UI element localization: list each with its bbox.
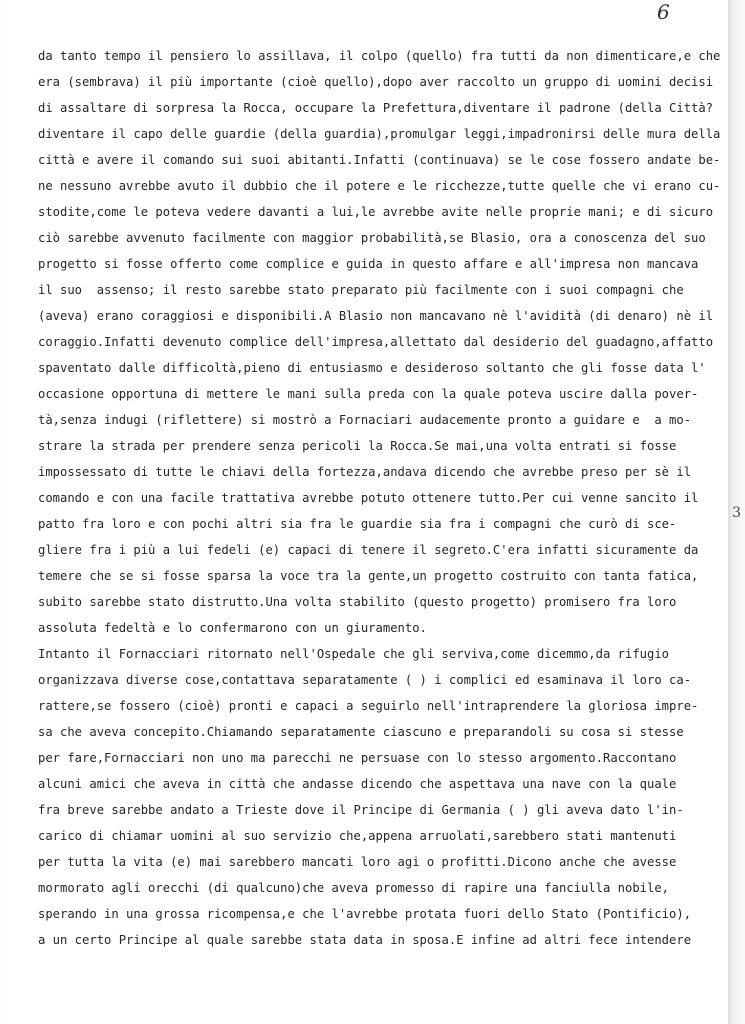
text-line: di assaltare di sorpresa la Rocca, occupare la Prefettura,diventare il padrone (della Città? bbox=[38, 101, 714, 115]
text-line: coraggio.Infatti devenuto complice dell'impresa,allettato dal desiderio del guadagno,affatto bbox=[38, 335, 714, 349]
document-page bbox=[6, 0, 728, 1024]
text-line: subito sarebbe stato distrutto.Una volta stabilito (questo progetto) promisero fra loro bbox=[38, 595, 677, 609]
text-line: alcuni amici che aveva in città che andasse dicendo che aspettava una nave con la quale bbox=[38, 777, 677, 791]
text-line: sa che aveva concepito.Chiamando separatamente ciascuno e preparandoli su cosa si stesse bbox=[38, 725, 684, 739]
text-line: impossessato di tutte le chiavi della fortezza,andava dicendo che avrebbe preso per sè il bbox=[38, 465, 692, 479]
body-text bbox=[38, 43, 721, 953]
text-line: tà,senza indugi (riflettere) si mostrò a Fornaciari audacemente pronto a guidare e a mo- bbox=[38, 413, 692, 427]
text-line: era (sembrava) il più importante (cioè quello),dopo aver raccolto un gruppo di uomini decisi bbox=[38, 75, 714, 89]
text-line: gliere fra i più a lui fedeli (e) capaci di tenere il segreto.C'era infatti sicuramente da bbox=[38, 543, 699, 557]
text-line: ne nessuno avrebbe avuto il dubbio che il potere e le ricchezze,tutte quelle che vi erano cu- bbox=[38, 179, 721, 193]
text-line: assoluta fedeltà e lo confermarono con un giuramento. bbox=[38, 621, 427, 635]
text-line: strare la strada per prendere senza pericoli la Rocca.Se mai,una volta entrati si fosse bbox=[38, 439, 677, 453]
text-line: per fare,Fornacciari non uno ma parecchi ne persuase con lo stesso argomento.Raccontano bbox=[38, 751, 677, 765]
text-line: progetto si fosse offerto come complice e guida in questo affare e all'impresa non mancava bbox=[38, 257, 699, 271]
text-line: (aveva) erano coraggiosi e disponibili.A Blasio non mancavano nè l'avidità (di denaro) nè il bbox=[38, 309, 714, 323]
text-line: sperando in una grossa ricompensa,e che l'avrebbe protata fuori dello Stato (Pontificio), bbox=[38, 907, 692, 921]
text-line: spaventato dalle difficoltà,pieno di entusiasmo e desideroso soltanto che gli fosse data l' bbox=[38, 361, 706, 375]
text-line: carico di chiamar uomini al suo servizio che,appena arruolati,sarebbero stati mantenuti bbox=[38, 829, 677, 843]
edge-mark: 3 bbox=[732, 505, 741, 521]
text-line: mormorato agli orecchi (di qualcuno)che aveva promesso di rapire una fanciulla nobile, bbox=[38, 881, 670, 895]
text-line: patto fra loro e con pochi altri sia fra le guardie sia fra i compagni che curò di sce- bbox=[38, 517, 677, 531]
text-line: città e avere il comando sui suoi abitanti.Infatti (continuava) se le cose fossero andate be- bbox=[38, 153, 721, 167]
text-line: Intanto il Fornacciari ritornato nell'Ospedale che gli serviva,come dicemmo,da rifugio bbox=[38, 647, 670, 661]
text-line: fra breve sarebbe andato a Trieste dove il Principe di Germania ( ) gli aveva dato l'in- bbox=[38, 803, 684, 817]
text-line: temere che se si fosse sparsa la voce tra la gente,un progetto costruito con tanta fatica, bbox=[38, 569, 699, 583]
text-line: organizzava diverse cose,contattava separatamente ( ) i complici ed esaminava il loro ca- bbox=[38, 673, 692, 687]
text-line: stodite,come le poteva vedere davanti a lui,le avrebbe avite nelle proprie mani; e di sicuro bbox=[38, 205, 714, 219]
page-number: 6 bbox=[657, 0, 670, 24]
text-line: occasione opportuna di mettere le mani sulla preda con la quale poteva uscire dalla pover- bbox=[38, 387, 699, 401]
text-line: rattere,se fossero (cioè) pronti e capaci a seguirlo nell'intraprendere la gloriosa impre- bbox=[38, 699, 699, 713]
text-line: diventare il capo delle guardie (della guardia),promulgar leggi,impadronirsi delle mura della bbox=[38, 127, 721, 141]
page-edge bbox=[728, 0, 745, 1024]
text-line: comando e con una facile trattativa avrebbe potuto ottenere tutto.Per cui venne sancito il bbox=[38, 491, 699, 505]
text-line: il suo assenso; il resto sarebbe stato preparato più facilmente con i suoi compagni che bbox=[38, 283, 684, 297]
text-line: a un certo Principe al quale sarebbe stata data in sposa.E infine ad altri fece intendere bbox=[38, 933, 692, 947]
text-line: ciò sarebbe avvenuto facilmente con maggior probabilità,se Blasio, ora a conoscenza del suo bbox=[38, 231, 706, 245]
text-line: da tanto tempo il pensiero lo assillava, il colpo (quello) fra tutti da non dimenticare,e che bbox=[38, 49, 721, 63]
text-line: per tutta la vita (e) mai sarebbero mancati loro agi o profitti.Dicono anche che avesse bbox=[38, 855, 677, 869]
